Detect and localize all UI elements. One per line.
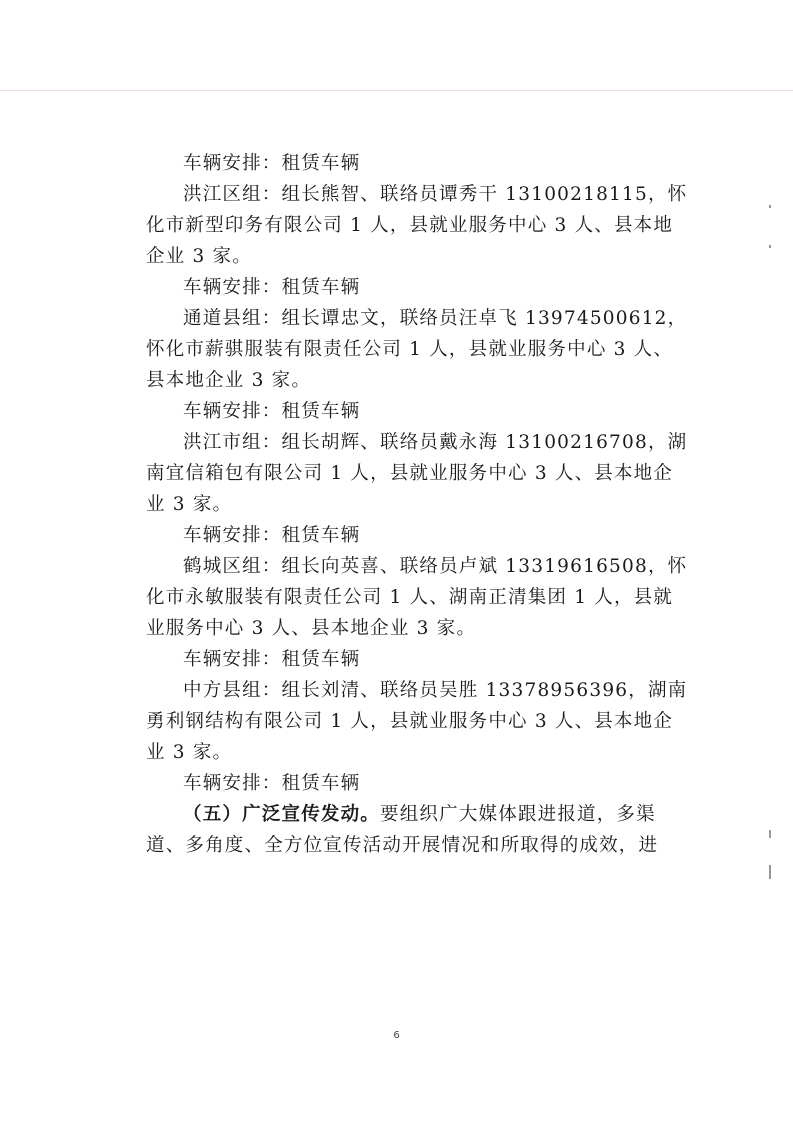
section-five-heading: （五）广泛宣传发动。 xyxy=(183,804,381,825)
vehicle-arrangement-line: 车辆安排：租赁车辆 xyxy=(183,153,361,174)
scan-edge-mark xyxy=(769,205,771,208)
group-tongdao-county-line-3: 县本地企业 3 家。 xyxy=(146,370,312,391)
group-zhongfang-county-line-1: 中方县组：组长刘清、联络员吴胜 13378956396，湖南 xyxy=(183,680,688,701)
group-hongjiang-city-line-1: 洪江市组：组长胡辉、联络员戴永海 13100216708，湖 xyxy=(183,432,688,453)
group-hecheng-district-line-1: 鹤城区组：组长向英喜、联络员卢斌 13319616508，怀 xyxy=(183,556,688,577)
vehicle-arrangement-line: 车辆安排：租赁车辆 xyxy=(183,525,361,546)
section-five-first-line xyxy=(146,799,666,830)
group-hecheng-district-line-3: 业服务中心 3 人、县本地企业 3 家。 xyxy=(146,618,477,639)
group-tongdao-county-line-1: 通道县组：组长谭忠文，联络员汪卓飞 13974500612， xyxy=(183,308,688,329)
page-number: 6 xyxy=(393,1030,400,1041)
header-rule xyxy=(0,90,793,91)
group-hecheng-district-line-2: 化市永敏服装有限责任公司 1 人、湖南正清集团 1 人，县就 xyxy=(146,587,674,608)
group-zhongfang-county-line-3: 业 3 家。 xyxy=(146,742,233,763)
vehicle-arrangement-line: 车辆安排：租赁车辆 xyxy=(183,277,361,298)
group-tongdao-county-line-2: 怀化市薪骐服装有限责任公司 1 人，县就业服务中心 3 人、 xyxy=(146,339,674,360)
document-body xyxy=(146,148,688,861)
section-five-second-line: 道、多角度、全方位宣传活动开展情况和所取得的成效，进 xyxy=(146,835,659,856)
group-hongjiang-city-line-3: 业 3 家。 xyxy=(146,494,233,515)
vehicle-arrangement-line: 车辆安排：租赁车辆 xyxy=(183,773,361,794)
group-hongjiang-district-line-3: 企业 3 家。 xyxy=(146,246,252,267)
vehicle-arrangement-line: 车辆安排：租赁车辆 xyxy=(183,401,361,422)
section-five-text: 要组织广大媒体跟进报道，多渠 xyxy=(380,804,656,825)
group-hongjiang-district-line-2: 化市新型印务有限公司 1 人，县就业服务中心 3 人、县本地 xyxy=(146,215,674,236)
scan-edge-mark xyxy=(769,865,771,879)
scan-edge-mark xyxy=(769,245,771,248)
vehicle-arrangement-line: 车辆安排：租赁车辆 xyxy=(183,649,361,670)
group-hongjiang-district-line-1: 洪江区组：组长熊智、联络员谭秀干 13100218115，怀 xyxy=(183,184,688,205)
group-zhongfang-county-line-2: 勇利钢结构有限公司 1 人，县就业服务中心 3 人、县本地企 xyxy=(146,711,674,732)
group-hongjiang-city-line-2: 南宜信箱包有限公司 1 人，县就业服务中心 3 人、县本地企 xyxy=(146,463,674,484)
scan-edge-mark xyxy=(769,830,771,838)
